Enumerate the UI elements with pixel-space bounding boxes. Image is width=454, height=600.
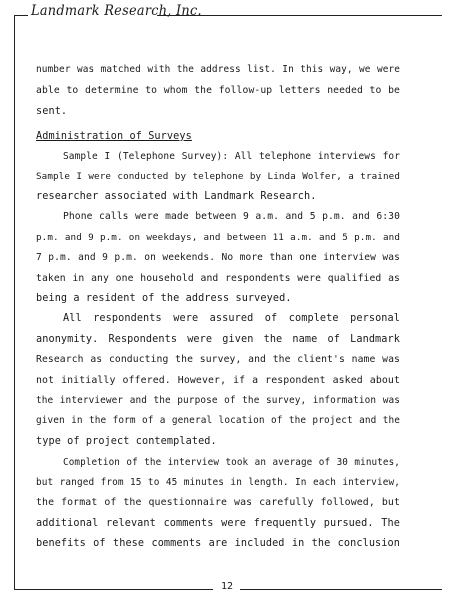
paragraph-line: type of project contemplated. (36, 436, 217, 447)
paragraph-line: Phone calls were made between 9 a.m. and 5 p.m. and 6:30 (63, 211, 400, 222)
paragraph-line: p.m. and 9 p.m. on weekdays, and between 11 a.m. and 5 p.m. and (36, 232, 400, 243)
paragraph-line: the format of the questionnaire was carefully followed, but (36, 497, 400, 508)
header-rule-left (14, 15, 28, 16)
paragraph-line: All respondents were assured of complete personal (63, 313, 400, 324)
paragraph-line: given in the form of a general location of the project and the (36, 415, 400, 426)
page-number: 12 (220, 581, 234, 592)
paragraph-line: not initially offered. However, if a respondent asked about (36, 375, 400, 386)
paragraph-line: number was matched with the address list. In this way, we were (36, 64, 400, 75)
paragraph-line: additional relevant comments were frequently pursued. The (36, 518, 400, 529)
paragraph-line: being a resident of the address surveyed. (36, 293, 292, 304)
paragraph-line: 7 p.m. and 9 p.m. on weekends. No more than one interview was (36, 252, 400, 263)
paragraph-line: benefits of these comments are included in the conclusion (36, 538, 400, 549)
paragraph-line: Research as conducting the survey, and the client's name was (36, 354, 400, 365)
paragraph-line: taken in any one household and respondents were qualified as (36, 273, 400, 284)
section-heading: Administration of Surveys (36, 131, 192, 142)
header-rule (157, 15, 442, 16)
footer-rule-left (14, 589, 213, 590)
paragraph-line: the interviewer and the purpose of the survey, information was (36, 395, 400, 406)
paragraph-line: Sample I were conducted by telephone by Linda Wolfer, a trained (36, 171, 400, 182)
paragraph-line: Sample I (Telephone Survey): All telephone interviews for (63, 151, 400, 162)
left-margin-rule (14, 15, 15, 590)
footer-rule-right (240, 589, 442, 590)
paragraph-line: anonymity. Respondents were given the name of Landmark (36, 334, 400, 345)
paragraph-line: sent. (36, 106, 68, 117)
paragraph-line: researcher associated with Landmark Research. (36, 191, 317, 202)
paragraph-line: able to determine to whom the follow-up letters needed to be (36, 85, 400, 96)
paragraph-line: Completion of the interview took an average of 30 minutes, (63, 457, 400, 468)
company-name: Landmark Research, Inc. (31, 3, 202, 19)
paragraph-line: but ranged from 15 to 45 minutes in length. In each interview, (36, 477, 400, 488)
